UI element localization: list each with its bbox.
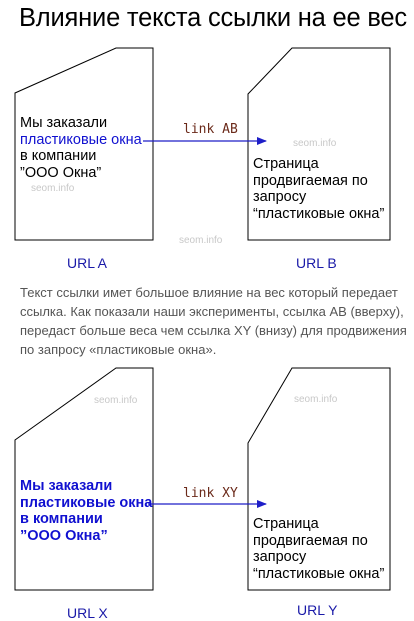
page-title: Влияние текста ссылки на ее вес xyxy=(19,4,407,32)
page-y-line-1: Страница xyxy=(253,516,319,532)
url-b-label: URL B xyxy=(296,255,337,271)
page-x-line-3: в компании xyxy=(20,511,103,527)
description-paragraph: Текст ссылки имет большое влияние на вес который передает ссылка. Как показали наши эксперименты, ссылка AB (вверху), передаст больше веса чем ссылка XY (внизу) для продвижения по запросу «пластиковые окна». xyxy=(20,285,407,357)
link-xy-label: link XY xyxy=(183,486,238,501)
page-y-line-2: продвигаемая по xyxy=(253,532,368,549)
link-ab-label: link AB xyxy=(183,122,238,137)
watermark-1: seom.info xyxy=(293,138,337,149)
url-y-label: URL Y xyxy=(297,602,338,618)
page-b-line-1: Страница xyxy=(253,156,319,172)
watermark-3: seom.info xyxy=(179,235,223,246)
page-b-line-4: “пластиковые окна” xyxy=(253,205,385,222)
page-a-line-4: ”ООО Окна” xyxy=(20,164,102,181)
watermark-2: seom.info xyxy=(31,183,75,194)
page-x-line-1: Мы заказали xyxy=(20,478,113,494)
page-a-text xyxy=(20,115,142,181)
page-b-line-3: запросу xyxy=(253,189,307,205)
page-y-line-4: “пластиковые окна” xyxy=(253,565,385,582)
url-a-label: URL A xyxy=(67,255,107,271)
watermark-5: seom.info xyxy=(294,394,338,405)
page-a-anchor-text: пластиковые окна xyxy=(20,131,142,148)
page-x-line-4: ”ООО Окна” xyxy=(20,527,108,544)
watermark-4: seom.info xyxy=(94,395,138,406)
page-b-line-2: продвигаемая по xyxy=(253,172,368,189)
page-a-line-1: Мы заказали xyxy=(20,115,108,131)
page-y-text xyxy=(253,516,384,582)
page-a-line-3: в компании xyxy=(20,148,97,164)
page-y-line-3: запросу xyxy=(253,549,307,565)
page-x-line-2: пластиковые окна xyxy=(20,494,153,511)
page-x-text xyxy=(20,478,152,544)
page-b-text xyxy=(253,156,384,222)
url-x-label: URL X xyxy=(67,605,108,621)
